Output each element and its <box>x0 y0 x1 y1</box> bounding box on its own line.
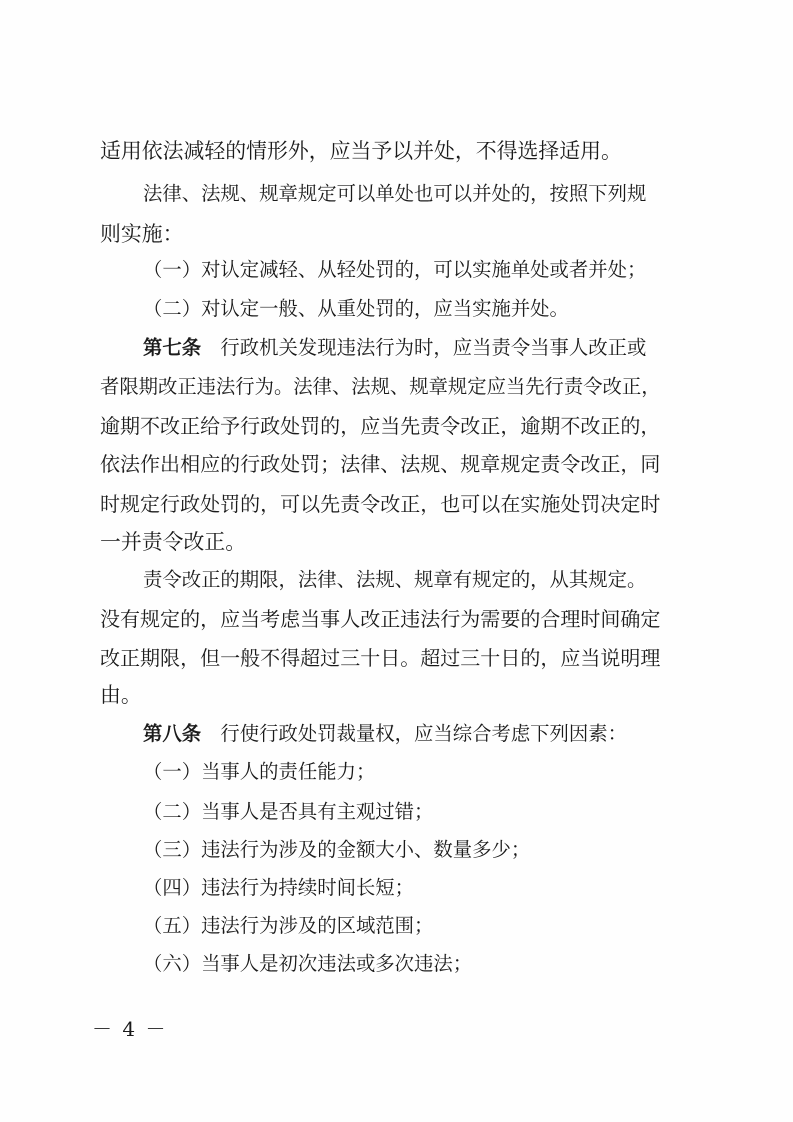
text-line <box>100 528 696 556</box>
text-line <box>143 836 739 864</box>
text-line <box>143 950 739 978</box>
text-line <box>100 490 696 518</box>
text-run: （五）违法行为涉及的区域范围； <box>143 914 434 937</box>
text-line <box>143 758 739 786</box>
text-line <box>143 180 739 208</box>
text-run: （二）对认定一般、从重处罚的，应当实施并处。 <box>143 297 569 320</box>
text-run: （一）当事人的责任能力； <box>143 760 376 783</box>
text-run: （三）违法行为涉及的金额大小、数量多少； <box>143 838 531 861</box>
text-run: （四）违法行为持续时间长短； <box>143 876 415 899</box>
text-line <box>100 220 696 248</box>
text-run: 行政机关发现违法行为时，应当责令当事人改正或 <box>201 336 647 359</box>
text-run: 适用依法减轻的情形外，应当予以并处，不得选择适用。 <box>100 139 622 163</box>
text-line <box>100 412 696 440</box>
text-run: 一并责令改正。 <box>100 530 247 554</box>
text-run: 改正期限，但一般不得超过三十日。超过三十日的，应当说明理 <box>100 646 661 670</box>
text-line <box>143 566 739 594</box>
text-run: 行使行政处罚裁量权，应当综合考虑下列因素： <box>201 722 627 745</box>
text-run: 则实施： <box>100 222 184 246</box>
text-run: （六）当事人是初次违法或多次违法； <box>143 952 473 975</box>
page-number: － 4 － <box>92 1017 168 1041</box>
text-line <box>143 720 739 748</box>
text-run: 逾期不改正给予行政处罚的，应当先责令改正，逾期不改正的， <box>100 414 661 438</box>
text-line <box>143 295 739 323</box>
text-line <box>100 681 696 709</box>
text-run: （一）对认定减轻、从轻处罚的，可以实施单处或者并处； <box>143 258 647 281</box>
text-line <box>100 373 696 401</box>
text-run: 时规定行政处罚的，可以先责令改正，也可以在实施处罚决定时 <box>100 492 661 516</box>
text-run: 者限期改正违法行为。法律、法规、规章规定应当先行责令改正， <box>100 375 661 398</box>
article-heading: 第七条 <box>143 336 202 359</box>
text-line <box>143 798 739 826</box>
text-run: 依法作出相应的行政处罚；法律、法规、规章规定责令改正，同 <box>100 452 661 476</box>
text-run: 责令改正的期限，法律、法规、规章有规定的，从其规定。 <box>143 568 647 591</box>
text-run: 没有规定的，应当考虑当事人改正违法行为需要的合理时间确定 <box>100 607 661 631</box>
text-line <box>100 137 696 165</box>
text-line <box>143 256 739 284</box>
text-line <box>143 912 739 940</box>
text-run: 由。 <box>100 683 142 707</box>
text-line <box>100 450 696 478</box>
text-run: 法律、法规、规章规定可以单处也可以并处的，按照下列规 <box>143 182 647 205</box>
text-run: （二）当事人是否具有主观过错； <box>143 800 434 823</box>
text-line <box>143 334 739 362</box>
text-line <box>143 874 739 902</box>
article-heading: 第八条 <box>143 722 202 745</box>
text-line <box>100 644 696 672</box>
text-line <box>100 605 696 633</box>
